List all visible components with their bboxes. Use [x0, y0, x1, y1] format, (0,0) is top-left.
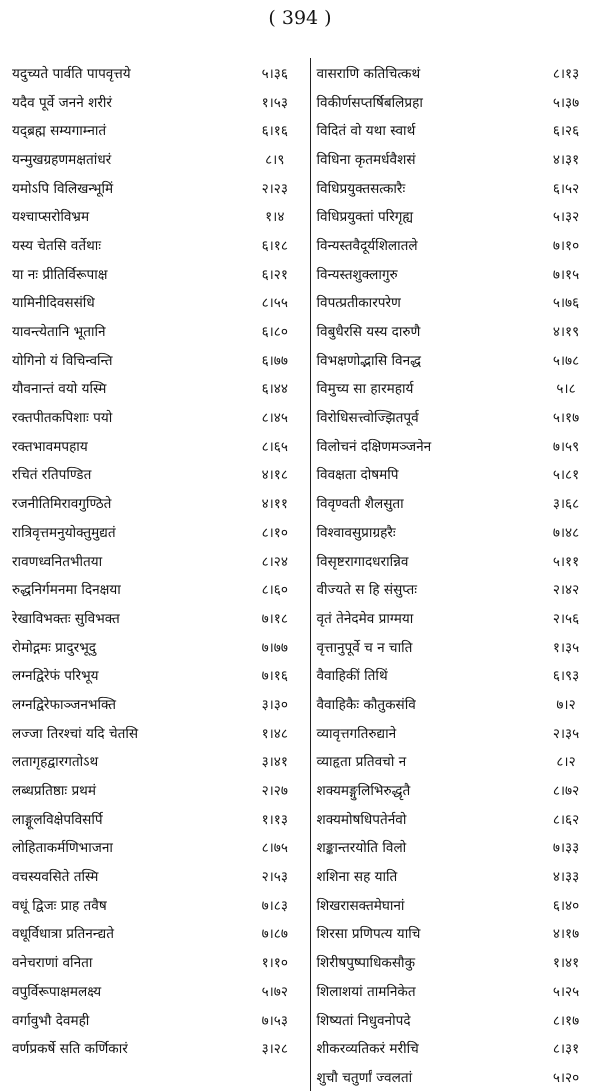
index-row	[8, 1062, 596, 1091]
ref-left: ८।६०	[240, 574, 310, 603]
ref-right: ७।४८	[552, 524, 580, 541]
ref-right: ५।२५	[552, 983, 580, 1000]
verse-right: विवृण्वती शैलसुता	[316, 496, 404, 513]
verse-left: वचस्यवसिते तस्मि	[12, 869, 99, 886]
ref-right: ७।१५	[552, 266, 580, 283]
verse-left: लज्जा तिरश्चां यदि चेतसि	[12, 725, 139, 742]
ref-right: ५।८	[556, 381, 576, 398]
index-row	[8, 173, 596, 202]
verse-left: वर्णप्रकर्षे सति कर्णिकारं	[12, 1041, 128, 1058]
verse-left: रक्तभावमपहाय	[12, 438, 88, 455]
ref-right: ५।७८	[552, 352, 580, 369]
verse-right: विलोचनं दक्षिणमञ्जनेन	[316, 438, 432, 455]
verse-left: रचितं रतिपण्डित	[12, 467, 92, 484]
index-row	[8, 431, 596, 460]
ref-left: ३।२८	[240, 1033, 310, 1062]
verse-right: विधिप्रयुक्तां परिगृह्य	[316, 209, 414, 226]
verse-left: वनेचराणां वनिता	[12, 955, 93, 972]
ref-left: १।४८	[240, 718, 310, 747]
index-row	[8, 259, 596, 288]
verse-right: शङ्कान्तरयोति विलो	[316, 840, 407, 857]
ref-left: २।२३	[240, 173, 310, 202]
verse-left: रेखाविभक्तः सुविभक्त	[12, 610, 120, 627]
verse-left	[8, 1062, 240, 1091]
verse-right: विबुधैरसि यस्य दारुणै	[316, 324, 421, 341]
ref-left: १।४	[240, 201, 310, 230]
verse-left: वर्गावुभौ देवमही	[12, 1012, 90, 1029]
ref-right: २।३५	[552, 725, 580, 742]
verse-left: या नः प्रीतिर्विरूपाक्ष	[12, 266, 108, 283]
ref-right: ७।५९	[552, 438, 580, 455]
ref-right: ५।७६	[552, 295, 580, 312]
ref-left: ८।७५	[240, 833, 310, 862]
ref-right: ४।१९	[552, 324, 580, 341]
index-row	[8, 689, 596, 718]
verse-right: विमुच्य सा हारमहार्य	[316, 381, 414, 398]
ref-left: ४।१८	[240, 460, 310, 489]
verse-left: लग्नद्विरेफं परिभूय	[12, 668, 99, 685]
verse-right: वीज्यते स हि संसुप्तः	[316, 582, 417, 599]
ref-left: ७।१६	[240, 660, 310, 689]
page-number: ( 394 )	[268, 7, 332, 29]
index-row	[8, 718, 596, 747]
ref-right: ६।५२	[552, 180, 580, 197]
verse-right: विवक्षता दोषमपि	[316, 467, 399, 484]
ref-left: ७।८७	[240, 919, 310, 948]
index-row	[8, 833, 596, 862]
ref-right: ५।१७	[552, 410, 580, 427]
index-row	[8, 861, 596, 890]
verse-left: यश्चाप्सरोविभ्रम	[12, 209, 90, 226]
ref-left: १।१३	[240, 804, 310, 833]
verse-left: रजनीतिमिरावगुण्ठिते	[12, 496, 112, 513]
index-row	[8, 488, 596, 517]
ref-left: ८।२४	[240, 546, 310, 575]
ref-left: ५।३६	[240, 58, 310, 87]
ref-right: २।५६	[552, 610, 580, 627]
ref-right: ८।१७	[552, 1012, 580, 1029]
ref-left	[240, 1062, 310, 1091]
index-row	[8, 603, 596, 632]
index-row	[8, 288, 596, 317]
ref-right: ४।३१	[552, 151, 580, 168]
ref-left: ६।२१	[240, 259, 310, 288]
verse-right: विदितं वो यथा स्वार्थ	[316, 123, 416, 140]
verse-left: वधूर्विधात्रा प्रतिनन्द्यते	[12, 926, 114, 943]
index-row	[8, 947, 596, 976]
verse-left: रक्तपीतकपिशाः पयो	[12, 410, 113, 427]
ref-left: ६।४४	[240, 374, 310, 403]
ref-left: ५।७२	[240, 976, 310, 1005]
verse-right: विधिप्रयुक्तसत्कारैः	[316, 180, 406, 197]
verse-left: यस्य चेतसि वर्तेथाः	[12, 237, 102, 254]
ref-right: ८।१३	[552, 65, 580, 82]
verse-right: विन्यस्तवैदूर्यशिलातले	[316, 237, 418, 254]
verse-right: वृत्तानुपूर्वे च न चाति	[316, 639, 413, 656]
verse-right: शुचौ चतुर्णां ज्वलतां	[316, 1069, 413, 1086]
verse-right: विकीर्णसप्तर्षिबलिप्रहा	[316, 94, 423, 111]
index-row	[8, 374, 596, 403]
ref-left: ६।१६	[240, 115, 310, 144]
ref-left: ३।३०	[240, 689, 310, 718]
verse-right: शिलाशयां तामनिकेत	[316, 983, 416, 1000]
ref-right: ८।२	[556, 754, 576, 771]
verse-index-table	[8, 58, 596, 1091]
verse-right: शिरसा प्रणिपत्य याचि	[316, 926, 421, 943]
verse-index-body	[8, 58, 596, 1091]
ref-right: ५।३२	[552, 209, 580, 226]
verse-left: लब्धप्रतिष्ठाः प्रथमं	[12, 783, 96, 800]
ref-right: ६।४०	[552, 897, 580, 914]
ref-right: ७।१०	[552, 237, 580, 254]
verse-left: यावन्त्येतानि भूतानि	[12, 324, 106, 341]
index-row	[8, 660, 596, 689]
verse-left: रात्रिवृत्तमनुयोक्तुमुद्यतं	[12, 524, 116, 541]
ref-right: ६।२६	[552, 123, 580, 140]
verse-right: वृतं तेनेदमेव प्राग्मया	[316, 610, 414, 627]
ref-left: ३।४१	[240, 747, 310, 776]
verse-right: विन्यस्तशुक्लागुरु	[316, 266, 398, 283]
ref-right: ५।८१	[552, 467, 580, 484]
ref-right: १।४१	[552, 955, 580, 972]
ref-right: ७।२	[556, 696, 576, 713]
ref-right: ४।१७	[552, 926, 580, 943]
verse-left: रावणध्वनितभीतया	[12, 553, 103, 570]
ref-right: ६।९३	[552, 668, 580, 685]
ref-left: ८।६५	[240, 431, 310, 460]
index-row	[8, 804, 596, 833]
ref-left: ४।११	[240, 488, 310, 517]
verse-right: विरोधिसत्त्वोज्झितपूर्व	[316, 410, 419, 427]
ref-left: १।५३	[240, 87, 310, 116]
ref-left: २।५३	[240, 861, 310, 890]
verse-left: यदैव पूर्वे जनने शरीरं	[12, 94, 112, 111]
verse-right: विधिना कृतमर्धवैशसं	[316, 151, 416, 168]
verse-right: वैवाहिकीं तिथिं	[316, 668, 388, 685]
verse-left: योगिनो यं विचिन्वन्ति	[12, 352, 113, 369]
verse-right: व्यावृत्तगतिरुद्याने	[316, 725, 397, 742]
index-row	[8, 747, 596, 776]
verse-right: विपत्प्रतीकारपरेण	[316, 295, 401, 312]
index-row	[8, 574, 596, 603]
verse-right: वैवाहिकैः कौतुकसंवि	[316, 696, 416, 713]
ref-left: ७।१८	[240, 603, 310, 632]
index-row	[8, 58, 596, 87]
verse-left: रोमोद्गमः प्रादुरभूदु	[12, 639, 96, 656]
verse-right: शशिना सह याति	[316, 869, 398, 886]
index-row	[8, 919, 596, 948]
ref-right: ८।६२	[552, 811, 580, 828]
ref-left: ६।७७	[240, 345, 310, 374]
ref-right: ८।३१	[552, 1041, 580, 1058]
verse-left: यौवनान्तं वयो यस्मि	[12, 381, 107, 398]
verse-left: वपुर्विरूपाक्षमलक्ष्य	[12, 983, 102, 1000]
index-row	[8, 460, 596, 489]
ref-left: ७।५३	[240, 1005, 310, 1034]
ref-left: ८।४५	[240, 402, 310, 431]
index-row	[8, 976, 596, 1005]
index-row	[8, 632, 596, 661]
verse-right: शिष्यतां निधुवनोपदे	[316, 1012, 411, 1029]
verse-left: लतागृहद्वारगतोऽथ	[12, 754, 99, 771]
ref-left: ६।८०	[240, 316, 310, 345]
index-row	[8, 1033, 596, 1062]
ref-left: ६।१८	[240, 230, 310, 259]
index-row	[8, 775, 596, 804]
verse-left: यद्ब्रह्म सम्यगाम्नातं	[12, 123, 107, 140]
verse-right: विभक्षणोद्भासि विनद्ध	[316, 352, 421, 369]
verse-right: शक्यमङ्गुलिभिरुद्धृतै	[316, 783, 411, 800]
ref-left: ७।८३	[240, 890, 310, 919]
ref-left: ८।५५	[240, 288, 310, 317]
ref-right: ४।३३	[552, 869, 580, 886]
ref-right: १।३५	[552, 639, 580, 656]
verse-right: शीकरव्यतिकरं मरीचि	[316, 1041, 419, 1058]
ref-left: २।२७	[240, 775, 310, 804]
index-row	[8, 87, 596, 116]
ref-left: ८।१०	[240, 517, 310, 546]
verse-left: यामिनीदिवससंधि	[12, 295, 95, 312]
verse-right: शिखरासक्तमेघानां	[316, 897, 405, 914]
index-row	[8, 546, 596, 575]
verse-left: वधूं द्विजः प्राह तवैष	[12, 897, 107, 914]
ref-right: ५।३७	[552, 94, 580, 111]
index-row	[8, 144, 596, 173]
verse-left: लोहिताकर्मणिभाजना	[12, 840, 113, 857]
index-row	[8, 890, 596, 919]
verse-left: लग्नद्विरेफाञ्जनभक्ति	[12, 696, 117, 713]
verse-left: रुद्धनिर्गमनमा दिनक्षया	[12, 582, 121, 599]
index-row	[8, 230, 596, 259]
index-row	[8, 402, 596, 431]
ref-left: १।१०	[240, 947, 310, 976]
verse-right: विसृष्टरागादधरान्निव	[316, 553, 409, 570]
index-row	[8, 316, 596, 345]
ref-left: ७।७७	[240, 632, 310, 661]
verse-left: लाङ्गूलविक्षेपविसर्पि	[12, 811, 103, 828]
ref-right: २।४२	[552, 582, 580, 599]
ref-right: ८।७२	[552, 783, 580, 800]
ref-right: ७।३३	[552, 840, 580, 857]
verse-right: विश्वावसुप्राग्रहरैः	[316, 524, 396, 541]
index-row	[8, 201, 596, 230]
index-row	[8, 345, 596, 374]
index-row	[8, 115, 596, 144]
verse-right: व्याहृता प्रतिवचो न	[316, 754, 407, 771]
verse-right: शिरीषपुष्पाधिकसौकु	[316, 955, 416, 972]
index-row	[8, 1005, 596, 1034]
ref-right: ५।२०	[552, 1069, 580, 1086]
verse-left: यन्मुखग्रहणमक्षतांधरं	[12, 151, 112, 168]
verse-left: यमोऽपि विलिखन्भूमिं	[12, 180, 114, 197]
index-row	[8, 517, 596, 546]
ref-right: ५।११	[552, 553, 580, 570]
verse-right: वासराणि कतिचित्कथं	[316, 65, 421, 82]
ref-left: ८।९	[240, 144, 310, 173]
verse-right: शक्यमोषधिपतेर्नवो	[316, 811, 407, 828]
verse-left: यदुच्यते पार्वति पापवृत्तये	[12, 65, 131, 82]
ref-right: ३।६८	[552, 496, 580, 513]
